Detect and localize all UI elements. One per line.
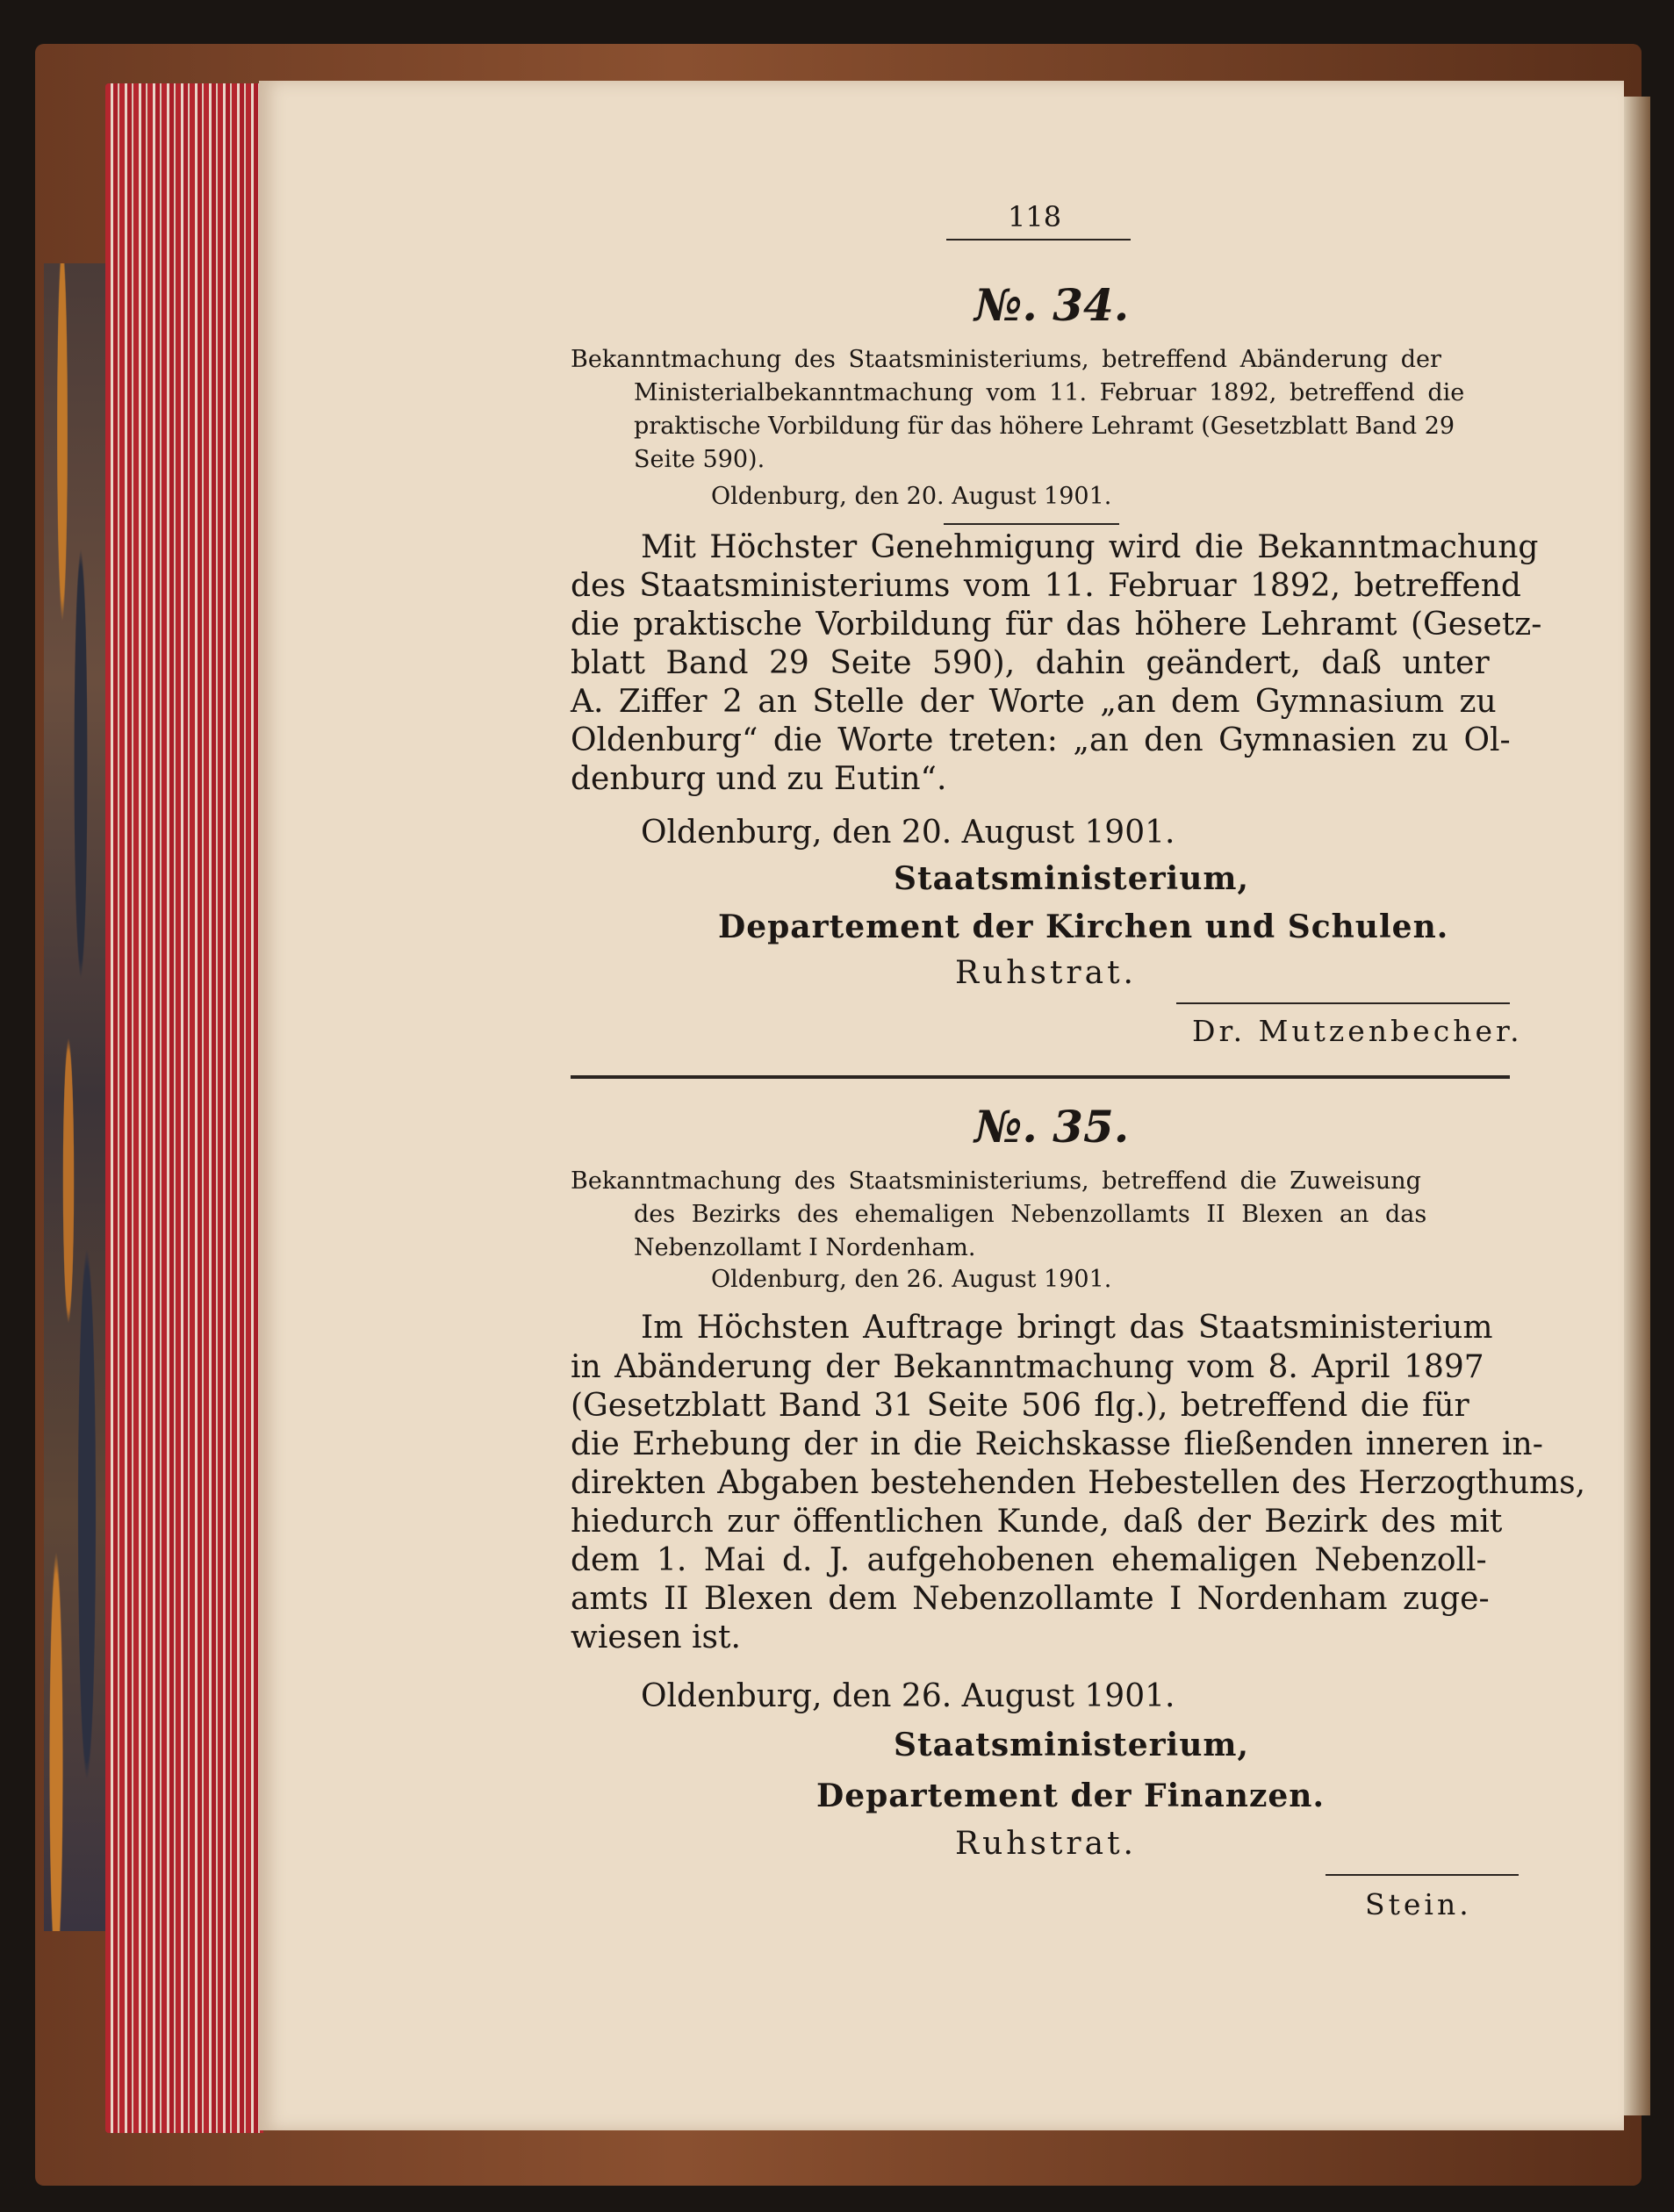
section-34-authority: Staatsministerium, [894, 860, 1250, 897]
section-34-body-line-5: A. Ziffer 2 an Stelle der Worte „an dem Gymnasium zu [571, 684, 1497, 720]
section-34-body-line-1: Mit Höchster Genehmigung wird die Bekanntmachung [641, 529, 1539, 565]
section-34-signatory: Ruhstrat. [955, 955, 1137, 991]
section-35-authority: Staatsministerium, [894, 1727, 1250, 1763]
section-34-body-line-4: blatt Band 29 Seite 590), dahin geändert, daß unter [571, 645, 1490, 681]
section-34-body-line-3: die praktische Vorbildung für das höhere Lehramt (Gesetz- [571, 607, 1542, 643]
section-35-department: Departement der Finanzen. [816, 1778, 1325, 1814]
section-35-body-line-2: in Abänderung der Bekanntmachung vom 8. April 1897 [571, 1349, 1484, 1385]
facing-page-edge [1624, 97, 1650, 2115]
page-number: 118 [1008, 200, 1062, 233]
section-35-body-line-5: direkten Abgaben bestehenden Hebestellen des Herzogthums, [571, 1465, 1586, 1501]
section-35-body-line-7: dem 1. Mai d. J. aufgehobenen ehemaligen Nebenzoll- [571, 1542, 1487, 1578]
section-34-department: Departement der Kirchen und Schulen. [718, 908, 1449, 945]
section-34-countersign: Dr. Mutzenbecher. [1192, 1014, 1523, 1048]
section-34-heading-date: Oldenburg, den 20. August 1901. [711, 483, 1112, 510]
section-35-body-line-8: amts II Blexen dem Nebenzollamte I Nordenham zuge- [571, 1581, 1490, 1617]
section-34-body-line-6: Oldenburg“ die Worte treten: „an den Gymnasien zu Ol- [571, 722, 1511, 758]
section-35-place-date: Oldenburg, den 26. August 1901. [641, 1678, 1175, 1714]
section-35-countersign-rule [1326, 1874, 1519, 1876]
section-35-countersign: Stein. [1365, 1887, 1472, 1921]
section-34-divider [944, 523, 1119, 525]
section-34-body-line-2: des Staatsministeriums vom 11. Februar 1892, betreffend [571, 568, 1521, 604]
section-separator [571, 1075, 1510, 1079]
section-35-body-line-1: Im Höchsten Auftrage bringt das Staatsministerium [641, 1310, 1493, 1346]
section-34-heading-line-4: Seite 590). [634, 446, 765, 473]
section-35-heading-date: Oldenburg, den 26. August 1901. [711, 1266, 1112, 1293]
section-34-number: №. 34. [974, 279, 1130, 331]
red-page-edges [105, 83, 263, 2133]
section-35-heading-line-2: des Bezirks des ehemaligen Nebenzollamts II Blexen an das [634, 1201, 1427, 1228]
section-35-body-line-9: wiesen ist. [571, 1620, 741, 1655]
section-34-body-line-7: denburg und zu Eutin“. [571, 761, 947, 797]
section-34-countersign-rule [1176, 1002, 1510, 1004]
section-35-heading-line-1: Bekanntmachung des Staatsministeriums, betreffend die Zuweisung [571, 1167, 1421, 1195]
section-35-heading-line-3: Nebenzollamt I Nordenham. [634, 1234, 976, 1261]
section-34-place-date: Oldenburg, den 20. August 1901. [641, 815, 1175, 851]
section-35-body-line-3: (Gesetzblatt Band 31 Seite 506 flg.), betreffend die für [571, 1388, 1469, 1424]
page-number-rule [946, 239, 1131, 241]
marbled-spine [44, 263, 105, 1931]
section-34-heading-line-2: Ministerialbekanntmachung vom 11. Februar 1892, betreffend die [634, 379, 1465, 406]
section-35-signatory: Ruhstrat. [955, 1826, 1137, 1862]
section-35-body-line-6: hiedurch zur öffentlichen Kunde, daß der Bezirk des mit [571, 1504, 1503, 1540]
section-35-number: №. 35. [974, 1101, 1130, 1153]
section-35-body-line-4: die Erhebung der in die Reichskasse fließenden inneren in- [571, 1426, 1543, 1462]
section-34-heading-line-1: Bekanntmachung des Staatsministeriums, betreffend Abänderung der [571, 346, 1441, 373]
section-34-heading-line-3: praktische Vorbildung für das höhere Lehramt (Gesetzblatt Band 29 [634, 413, 1455, 440]
